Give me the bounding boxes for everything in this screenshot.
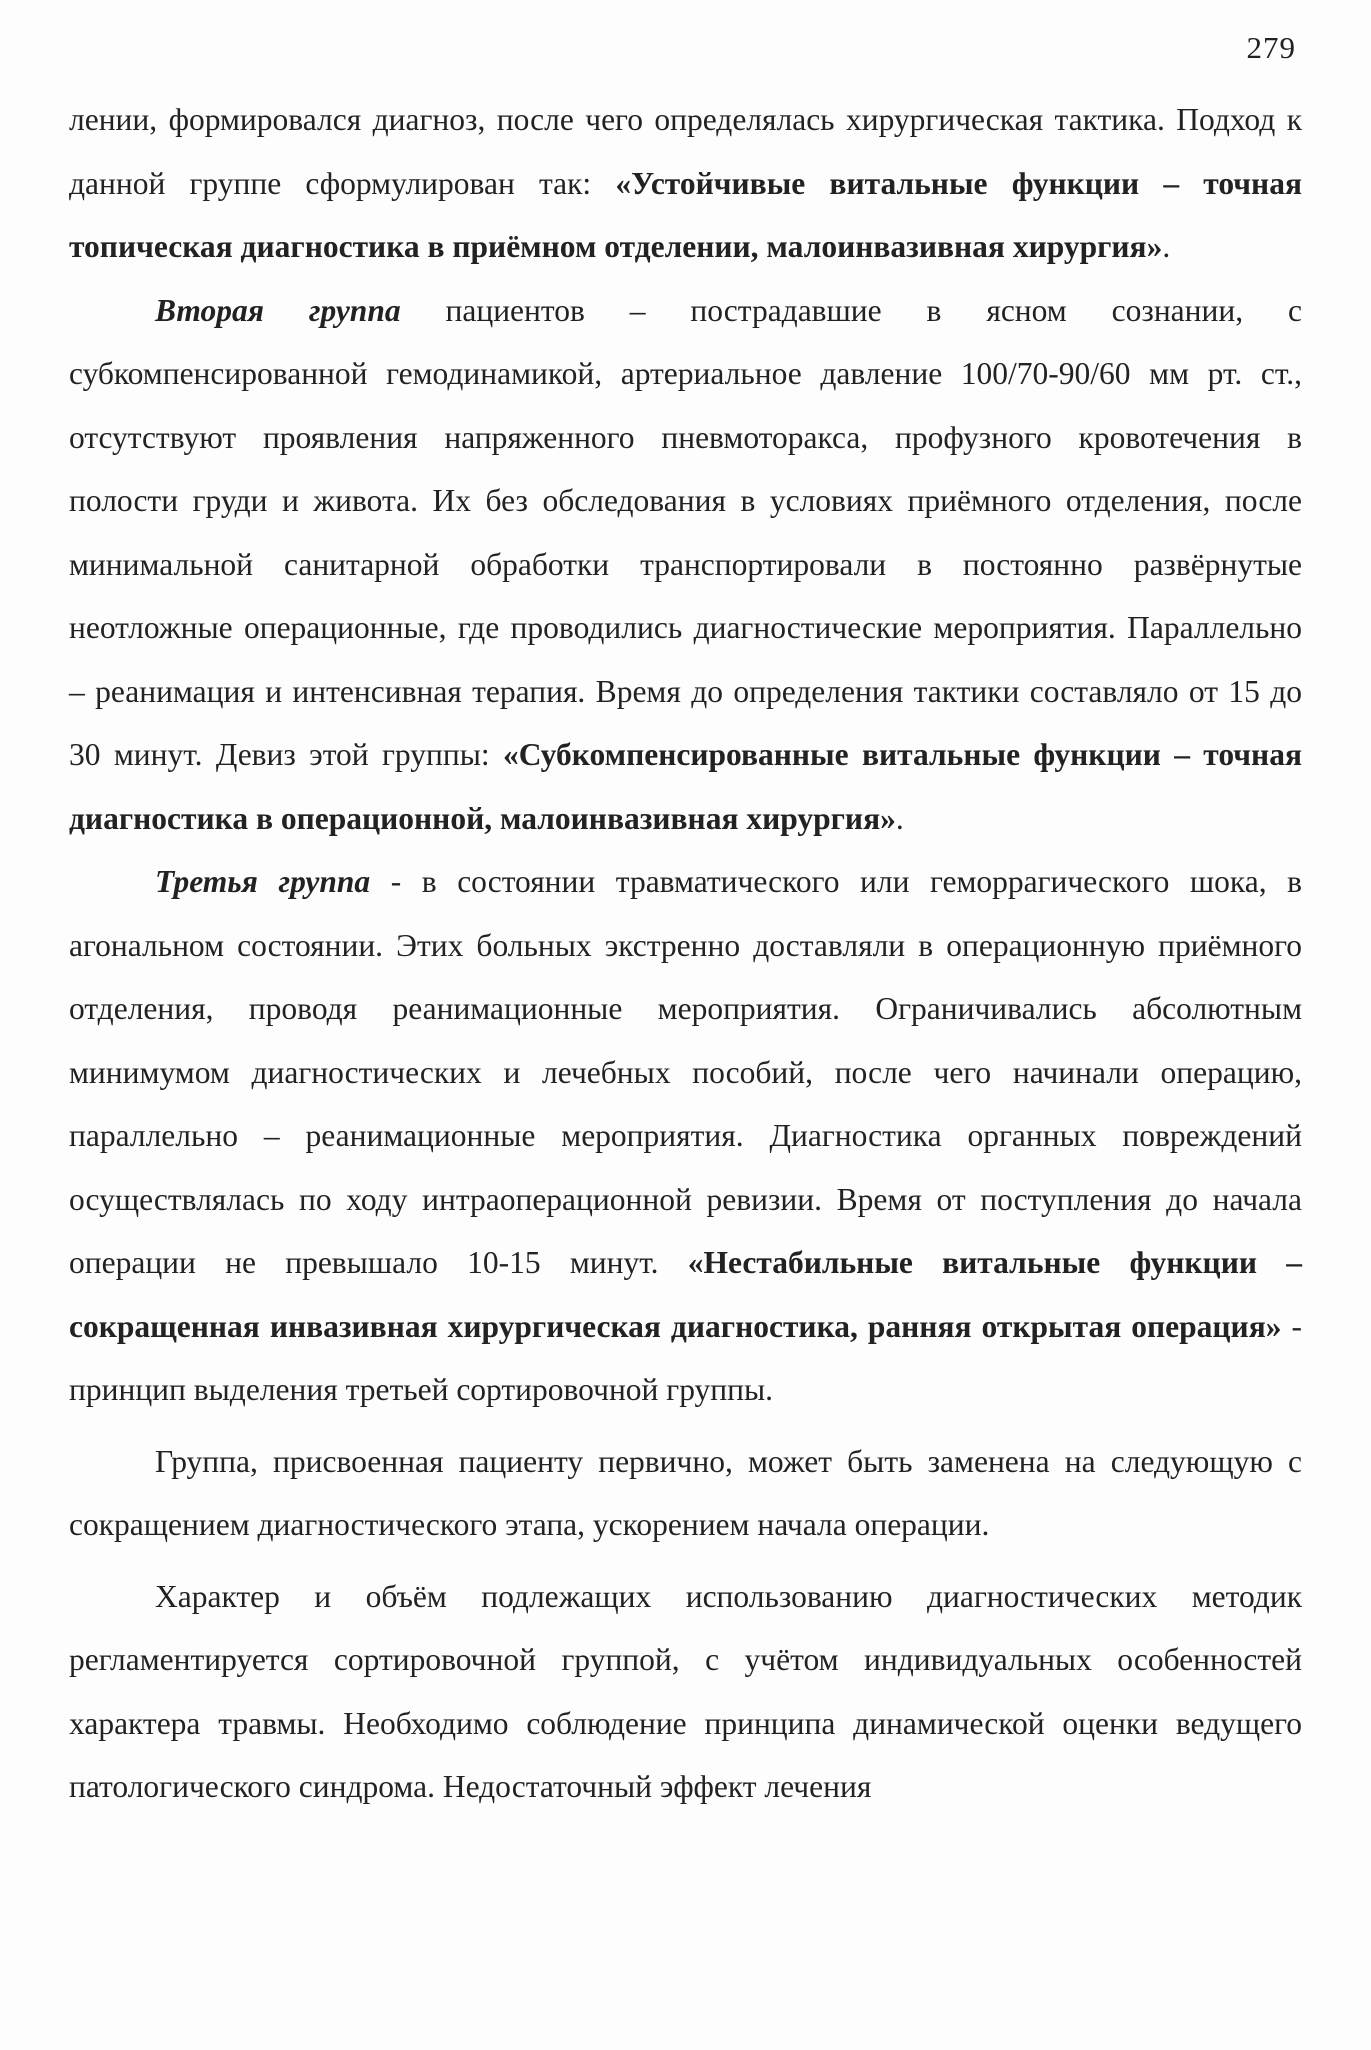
text-run-bold: «Устойчивые витальные функции – точная топическая диагностика в приёмном отделении, малоинвазивная хирургия» (69, 165, 1302, 264)
paragraph-1 (69, 88, 1302, 279)
paragraph-2 (69, 279, 1302, 851)
paragraph-3 (69, 850, 1302, 1422)
page-number: 279 (1246, 30, 1296, 65)
text-run: - в состоянии травматического или геморрагического шока, в агональном состоянии. Этих больных экстренно доставляли в операционную приёмного отделения, проводя реанимационные мероприятия. Ограничивались абсолютным минимумом диагностических и лечебных пособий, после чего начинали операцию, параллельно – реанимационные мероприятия. Диагностика органных повреждений осуществлялась по ходу интраоперационной ревизии. Время от поступления до начала операции не превышало 10-15 минут. (69, 864, 1302, 1280)
text-run-bold: «Нестабильные витальные функции – сокращенная инвазивная хирургическая диагностика, ранняя открытая операция» (69, 1245, 1302, 1344)
text-run-bold: «Субкомпенсированные витальные функции – точная диагностика в операционной, малоинвазивная хирургия» (69, 737, 1302, 836)
text-run: пациентов – пострадавшие в ясном сознании, с субкомпенсированной гемодинамикой, артериальное давление 100/70-90/60 мм рт. ст., отсутствуют проявления напряженного пневмоторакса, профузного кровотечения в полости груди и живота. Их без обследования в условиях приёмного отделения, после минимальной санитарной обработки транспортировали в постоянно развёрнутые неотложные операционные, где проводились диагностические мероприятия. Параллельно – реанимация и интенсивная терапия. Время до определения тактики составляло от 15 до 30 минут. Девиз этой группы: (69, 292, 1302, 772)
paragraph-4 (69, 1430, 1302, 1557)
paragraph-5 (69, 1565, 1302, 1819)
text-run-bold-italic: Вторая группа (155, 292, 401, 328)
text-run: . (895, 800, 904, 836)
text-run: Характер и объём подлежащих использованию диагностических методик регламентируется сортировочной группой, с учётом индивидуальных особенностей характера травмы. Необходимо соблюдение принципа динамической оценки ведущего патологического синдрома. Недостаточный эффект лечения (69, 1578, 1302, 1804)
text-run: . (1162, 229, 1171, 264)
text-run: лении, формировался диагноз, после чего определялась хирургическая тактика. Подход к данной группе сформулирован так: (69, 102, 1302, 201)
text-run: - принцип выделения третьей сортировочной группы. (69, 1308, 1302, 1407)
body-text (69, 88, 1302, 1819)
text-run-bold-italic: Третья группа (155, 864, 371, 899)
text-run: Группа, присвоенная пациенту первично, может быть заменена на следующую с сокращением диагностического этапа, ускорением начала операции. (69, 1443, 1302, 1542)
